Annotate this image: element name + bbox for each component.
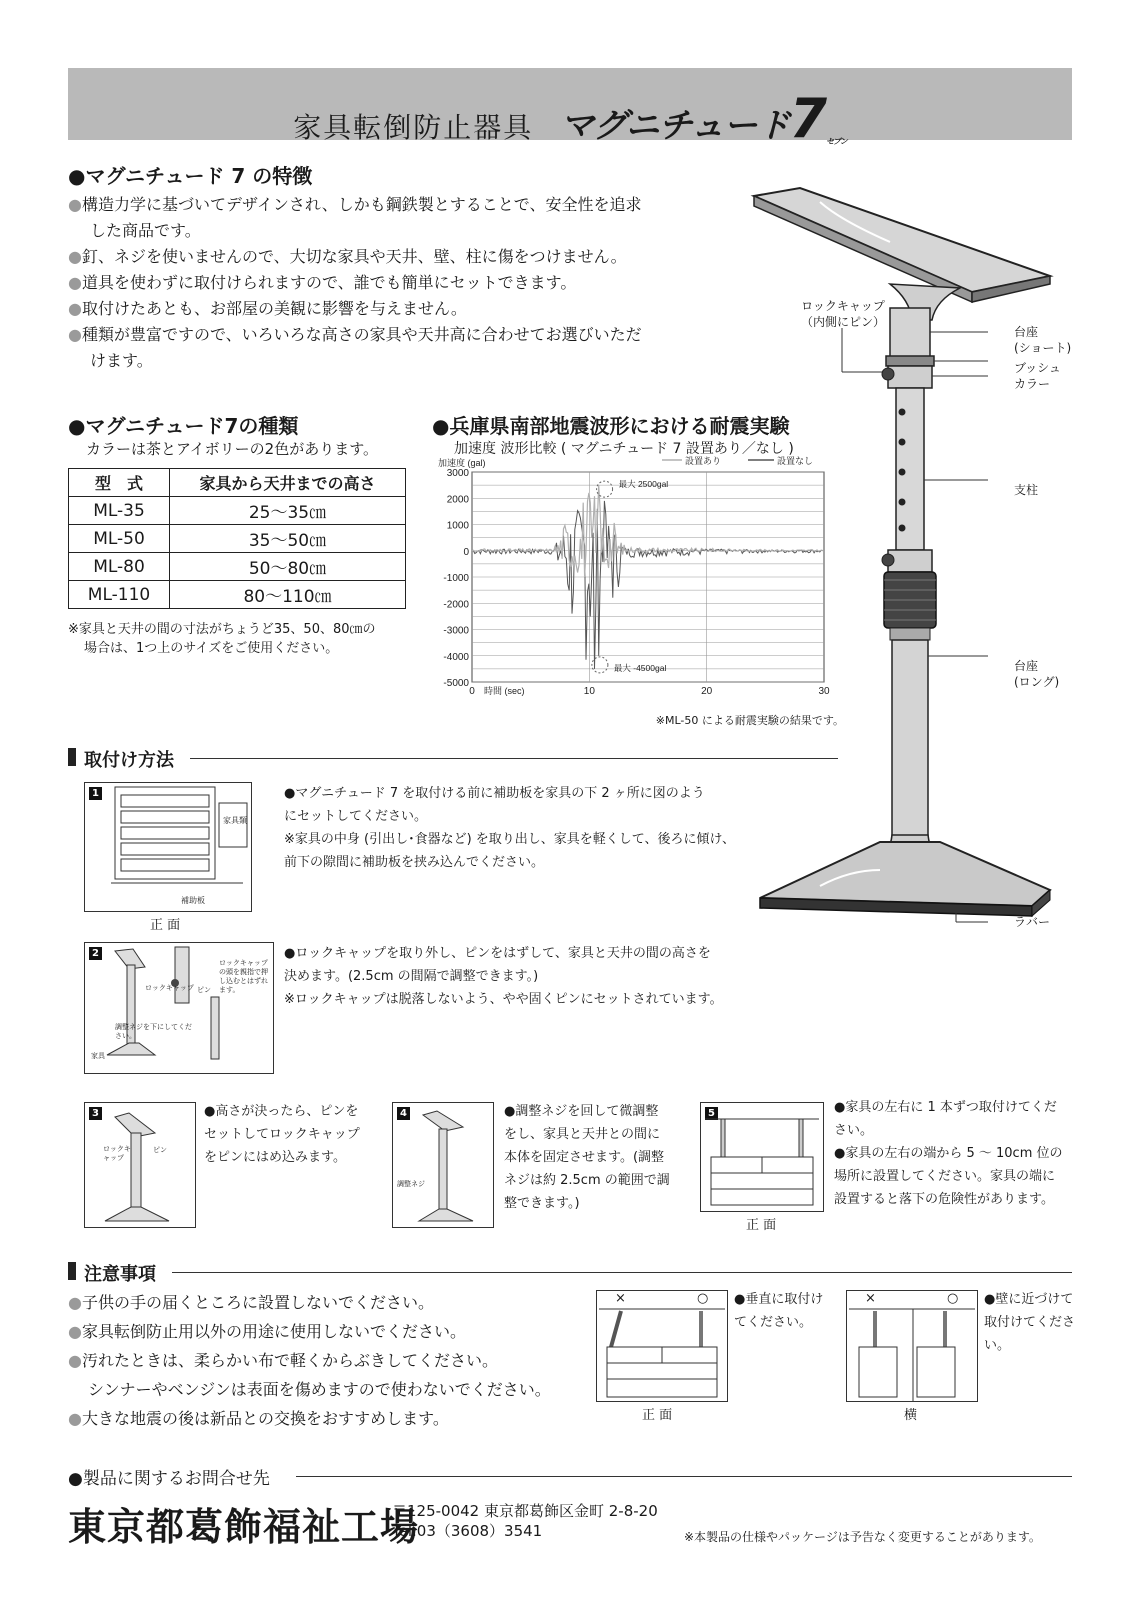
table-row bbox=[69, 497, 406, 525]
y-tick-label: 3000 bbox=[446, 468, 469, 479]
caution-figure-front bbox=[596, 1290, 728, 1402]
bullet-icon: ● bbox=[68, 273, 82, 292]
y-tick-label: -1000 bbox=[443, 573, 469, 584]
caution-item: ●子供の手の届くところに設置しないでください。 bbox=[68, 1293, 434, 1312]
bullet-icon: ● bbox=[68, 195, 82, 214]
page-title bbox=[68, 87, 1072, 150]
caution-item: ●家具転倒防止用以外の用途に使用しないでください。 bbox=[68, 1322, 466, 1341]
step5-number: 5 bbox=[705, 1107, 718, 1120]
x-axis-label: 時間 (sec) bbox=[484, 686, 525, 696]
company-address: 〒125-0042 東京都葛飾区金町 2-8-20 bbox=[392, 1502, 658, 1520]
x-tick-label: 0 bbox=[469, 686, 475, 697]
step3-line: をピンにはめ込みます。 bbox=[204, 1150, 346, 1165]
step1-figure bbox=[84, 782, 252, 912]
feature-line: ●構造力学に基づいてデザインされ、しかも鋼鉄製とすることで、安全性を追求 bbox=[68, 195, 642, 214]
step2-label-lockcap: ロックキャップ bbox=[145, 984, 194, 992]
step2-line: 決めます。(2.5cm の間隔で調整できます。) bbox=[284, 969, 539, 984]
step2-text bbox=[284, 942, 744, 1011]
bullet-icon: ● bbox=[68, 1409, 82, 1428]
y-tick-label: 0 bbox=[463, 546, 469, 558]
step3-figure bbox=[84, 1102, 196, 1228]
step5-figure bbox=[700, 1102, 824, 1212]
bullet-icon: ● bbox=[68, 1293, 82, 1312]
step1-caption: 正 面 bbox=[150, 918, 181, 933]
caution-list bbox=[68, 1288, 608, 1433]
x-tick-label: 10 bbox=[583, 686, 595, 697]
y-tick-label: -4000 bbox=[443, 651, 469, 663]
step4-label-screw: 調整ネジ bbox=[397, 1180, 425, 1188]
caution-heading-marker bbox=[68, 1262, 76, 1280]
label-rubber: ラバー bbox=[1014, 915, 1051, 929]
bullet-icon: ● bbox=[68, 1351, 82, 1370]
col-model: 型 式 bbox=[69, 469, 170, 497]
step3-line: ●高さが決ったら、ピンを bbox=[204, 1104, 359, 1119]
step4-line: 本体を固定させます。(調整 bbox=[504, 1150, 665, 1165]
types-footnote-1: ※家具と天井の間の寸法がちょうど35、50、80㎝の bbox=[68, 622, 376, 637]
step5-line: 設置すると落下の危険性があります。 bbox=[834, 1192, 1054, 1207]
y-tick-label: -5000 bbox=[443, 678, 469, 689]
feature-line: けます。 bbox=[90, 351, 153, 370]
cell-model: ML-110 bbox=[69, 581, 170, 609]
step1-label-board: 補助板 bbox=[181, 896, 205, 905]
bullet-icon: ● bbox=[68, 1322, 82, 1341]
label-base-short: 台座 (ショート) bbox=[1014, 325, 1072, 355]
company-name: 東京都葛飾福祉工場 bbox=[68, 1504, 420, 1549]
annotation-max: 最大 2500gal bbox=[618, 479, 669, 490]
quake-subtitle: 加速度 波形比較 ( マグニチュード 7 設置あり／なし ) bbox=[454, 441, 794, 457]
mark-ok-2: ○ bbox=[947, 1291, 959, 1306]
types-heading: ●マグニチュード7の種類 bbox=[68, 414, 299, 438]
contact-rule bbox=[296, 1476, 1072, 1477]
feature-line: した商品です。 bbox=[90, 221, 201, 240]
x-tick-label: 30 bbox=[818, 686, 830, 697]
step4-line: をし、家具と天井との間に bbox=[504, 1127, 661, 1142]
step2-figure bbox=[84, 942, 274, 1074]
cell-height: 35〜50㎝ bbox=[170, 525, 406, 553]
step2-line: ※ロックキャップは脱落しないよう、やや固くピンにセットされています。 bbox=[284, 992, 723, 1007]
mark-ng-1: × bbox=[615, 1291, 626, 1306]
step2-label-pin: ピン bbox=[197, 986, 211, 994]
step4-line: 整できます。) bbox=[504, 1196, 580, 1211]
step3-number: 3 bbox=[89, 1107, 102, 1120]
step5-line: ●家具の左右の端から 5 〜 10cm 位の bbox=[834, 1146, 1063, 1161]
company-tel: Tel.03（3608）3541 bbox=[392, 1522, 543, 1540]
step4-line: ネジは約 2.5cm の範囲で調 bbox=[504, 1173, 670, 1188]
step3-label-pin: ピン bbox=[153, 1146, 167, 1154]
step1-text bbox=[284, 782, 744, 874]
step5-caption: 正 面 bbox=[746, 1218, 777, 1233]
table-row bbox=[69, 581, 406, 609]
mark-ng-2: × bbox=[865, 1291, 876, 1306]
annotation-min: 最大 -4500gal bbox=[613, 662, 667, 673]
step1-number: 1 bbox=[89, 787, 102, 800]
step3-text bbox=[204, 1100, 384, 1169]
table-row bbox=[69, 525, 406, 553]
label-lockcap: ロックキャップ （内側にピン） bbox=[800, 299, 885, 329]
col-height: 家具から天井までの高さ bbox=[170, 469, 406, 497]
install-heading: 取付け方法 bbox=[84, 750, 174, 771]
cell-height: 25〜35㎝ bbox=[170, 497, 406, 525]
bullet-icon: ● bbox=[68, 299, 82, 318]
step2-label-note: ロックキャップの頭を親指で押し込むとはずれます。 bbox=[219, 959, 268, 994]
bullet-icon: ● bbox=[68, 325, 82, 344]
caution-fig1-text bbox=[734, 1288, 844, 1334]
y-axis-label: 加速度 (gal) bbox=[438, 458, 486, 468]
y-tick-label: 2000 bbox=[446, 494, 469, 506]
types-footnote-2: 場合は、1つ上のサイズをご使用ください。 bbox=[84, 641, 339, 656]
feature-line: ●道具を使わずに取付けられますので、誰でも簡単にセットできます。 bbox=[68, 273, 577, 292]
contact-heading: ●製品に関するお問合せ先 bbox=[68, 1469, 270, 1489]
step3-line: セットしてロックキャップ bbox=[204, 1127, 360, 1142]
step1-line: 前下の隙間に補助板を挟み込んでください。 bbox=[284, 855, 545, 870]
step4-line: ●調整ネジを回して微調整 bbox=[504, 1104, 659, 1119]
features-list bbox=[68, 192, 748, 374]
step2-line: ●ロックキャップを取り外し、ピンをはずして、家具と天井の間の高さを bbox=[284, 946, 711, 961]
step1-line: ●マグニチュード 7 を取付ける前に補助板を家具の下 2 ヶ所に図のよう bbox=[284, 786, 705, 801]
caution-rule bbox=[172, 1272, 1072, 1273]
cell-height: 50〜80㎝ bbox=[170, 553, 406, 581]
install-heading-marker bbox=[68, 748, 76, 766]
feature-line: ●取付けたあとも、お部屋の美観に影響を与えません。 bbox=[68, 299, 467, 318]
label-bush: ブッシュ bbox=[1014, 361, 1061, 375]
step1-line: ※家具の中身 (引出し･食器など) を取り出し、家具を軽くして、後ろに傾け、 bbox=[284, 832, 736, 847]
step2-label-screw: 調整ネジを下にしてください。 bbox=[115, 1023, 192, 1040]
caution-fig2-line: ●壁に近づけて bbox=[984, 1292, 1074, 1307]
step2-label-furniture: 家具 bbox=[91, 1052, 105, 1060]
step5-line: 場所に設置してください。家具の端に bbox=[834, 1169, 1056, 1184]
step1-label-furniture: 家具類 bbox=[223, 816, 247, 825]
x-tick-label: 20 bbox=[701, 686, 713, 697]
cell-model: ML-80 bbox=[69, 553, 170, 581]
caution-fig1-line: てください。 bbox=[734, 1315, 813, 1330]
step4-figure bbox=[392, 1102, 494, 1228]
step5-text bbox=[834, 1096, 1074, 1211]
caution-figure-side bbox=[846, 1290, 978, 1402]
quake-result-note: ※ML-50 による耐震実験の結果です。 bbox=[655, 714, 844, 727]
bullet-icon: ● bbox=[68, 247, 82, 266]
quake-heading: ●兵庫県南部地震波形における耐震実験 bbox=[432, 414, 790, 438]
label-collar: カラー bbox=[1014, 377, 1051, 391]
caution-fig2-line: 取付けてくださ bbox=[984, 1315, 1076, 1330]
header-banner bbox=[68, 68, 1072, 150]
step5-line: さい。 bbox=[834, 1123, 874, 1138]
colors-note: カラーは茶とアイボリーの2色があります。 bbox=[86, 440, 378, 458]
step5-line: ●家具の左右に 1 本ずつ取付けてくだ bbox=[834, 1100, 1057, 1115]
step4-number: 4 bbox=[397, 1107, 410, 1120]
disclaimer: ※本製品の仕様やパッケージは予告なく変更することがあります。 bbox=[684, 1530, 1041, 1544]
spec-table bbox=[68, 468, 406, 609]
legend-label-without: 設置なし bbox=[777, 456, 814, 466]
label-base-long: 台座 (ロング) bbox=[1014, 659, 1060, 689]
step3-label-lockcap: ロックキャップ bbox=[103, 1145, 131, 1162]
mark-ok-1: ○ bbox=[697, 1291, 709, 1306]
caution-item: シンナーやベンジンは表面を傷めますので使わないでください。 bbox=[88, 1380, 551, 1399]
step1-line: にセットしてください。 bbox=[284, 809, 428, 824]
caution-fig1-line: ●垂直に取付け bbox=[734, 1292, 824, 1307]
label-pole: 支柱 bbox=[1014, 483, 1039, 497]
caution-heading: 注意事項 bbox=[84, 1264, 156, 1285]
cell-model: ML-50 bbox=[69, 525, 170, 553]
product-illustration bbox=[750, 180, 1080, 950]
table-row bbox=[69, 553, 406, 581]
y-tick-label: -3000 bbox=[443, 625, 469, 637]
caution-fig1-caption: 正 面 bbox=[642, 1408, 673, 1423]
y-tick-label: 1000 bbox=[446, 520, 469, 532]
step4-text bbox=[504, 1100, 684, 1215]
title-text: 家具転倒防止器具 bbox=[293, 111, 534, 144]
brand-logo: マグニチュード7セブン bbox=[560, 87, 847, 150]
feature-line: ●種類が豊富ですので、いろいろな高さの家具や天井高に合わせてお選びいただ bbox=[68, 325, 642, 344]
table-header-row bbox=[69, 469, 406, 497]
caution-item: ●大きな地震の後は新品との交換をおすすめします。 bbox=[68, 1409, 449, 1428]
legend-label-with: 設置あり bbox=[685, 456, 722, 466]
caution-fig2-text bbox=[984, 1288, 1084, 1357]
caution-fig2-line: い。 bbox=[984, 1338, 1011, 1353]
caution-item: ●汚れたときは、柔らかい布で軽くからぶきしてください。 bbox=[68, 1351, 498, 1370]
features-heading: ●マグニチュード 7 の特徴 bbox=[68, 164, 313, 188]
cell-model: ML-35 bbox=[69, 497, 170, 525]
install-rule bbox=[190, 758, 838, 759]
step2-number: 2 bbox=[89, 947, 102, 960]
y-tick-label: -2000 bbox=[443, 599, 469, 611]
caution-fig2-caption: 横 bbox=[904, 1408, 918, 1423]
feature-line: ●釘、ネジを使いませんので、大切な家具や天井、壁、柱に傷をつけません。 bbox=[68, 247, 627, 266]
cell-height: 80〜110㎝ bbox=[170, 581, 406, 609]
